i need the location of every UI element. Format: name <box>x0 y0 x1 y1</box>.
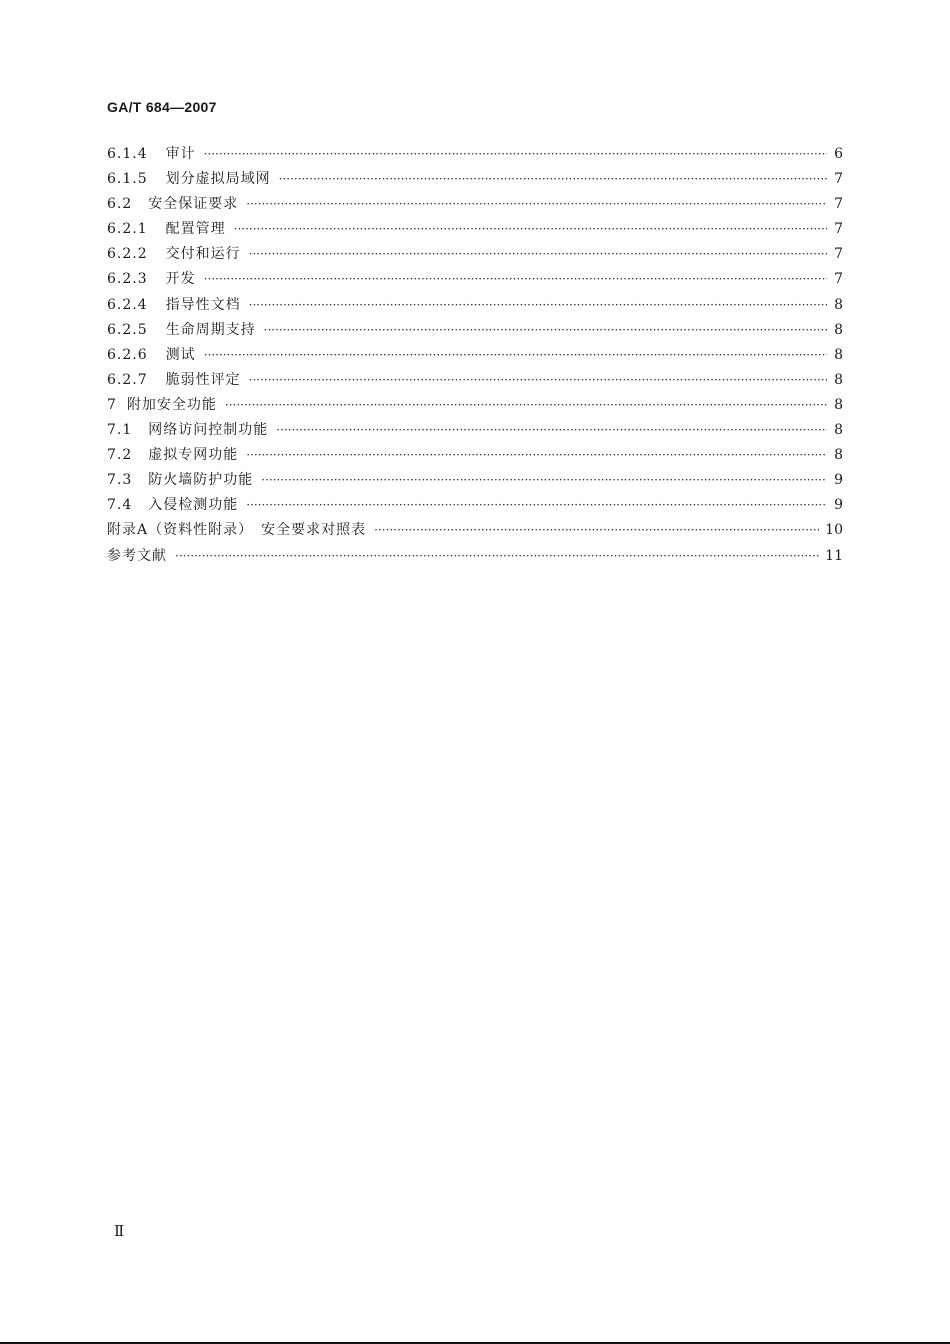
toc-entry-title: 参考文献 <box>107 547 167 564</box>
toc-entry-title: 测试 <box>165 346 196 363</box>
toc-entry-number: 6.2.3 <box>107 271 148 288</box>
toc-entry[interactable] <box>107 193 843 218</box>
toc-entry-page: 8 <box>834 396 843 413</box>
toc-entry[interactable] <box>107 344 843 369</box>
toc-entry-title: 开发 <box>165 271 196 288</box>
toc-entry[interactable] <box>107 268 843 293</box>
toc-entry[interactable] <box>107 168 843 193</box>
toc-entry-title: 安全保证要求 <box>148 196 239 213</box>
toc-entry[interactable] <box>107 319 843 344</box>
toc-entry-page: 7 <box>834 221 843 238</box>
toc-entry-page: 9 <box>834 497 843 514</box>
toc-entry-title: 网络访问控制功能 <box>148 422 269 439</box>
toc-dot-leader <box>175 549 819 563</box>
toc-entry-page: 8 <box>834 346 843 363</box>
toc-entry-title: 入侵检测功能 <box>148 497 239 514</box>
toc-dot-leader <box>246 197 827 211</box>
toc-entry-page: 10 <box>825 522 843 539</box>
toc-entry-title: 审计 <box>165 146 196 162</box>
table-of-contents <box>107 143 843 570</box>
toc-dot-leader <box>234 222 827 236</box>
toc-entry[interactable] <box>107 494 843 519</box>
toc-entry-number: 6.2.1 <box>107 221 148 238</box>
toc-entry[interactable] <box>107 394 843 419</box>
toc-entry[interactable] <box>107 294 843 319</box>
toc-dot-leader <box>204 147 827 161</box>
toc-entry[interactable] <box>107 444 843 469</box>
toc-entry-page: 7 <box>834 171 843 188</box>
toc-dot-leader <box>204 272 827 286</box>
toc-dot-leader <box>374 523 819 537</box>
toc-dot-leader <box>264 323 827 337</box>
toc-entry-title: 附录A（资料性附录） 安全要求对照表 <box>107 522 367 539</box>
toc-entry-title: 脆弱性评定 <box>165 371 241 388</box>
toc-dot-leader <box>249 247 827 261</box>
toc-entry-page: 8 <box>834 371 843 388</box>
toc-entry-number: 6.2.7 <box>107 371 148 388</box>
toc-entry-title: 交付和运行 <box>165 246 241 263</box>
toc-dot-leader <box>246 498 827 512</box>
toc-dot-leader <box>276 423 827 437</box>
toc-entry-number: 6.2.2 <box>107 246 148 263</box>
toc-entry-page: 7 <box>834 196 843 213</box>
toc-entry[interactable] <box>107 369 843 394</box>
toc-dot-leader <box>279 172 827 186</box>
toc-entry-number: 6.1.5 <box>107 171 148 188</box>
toc-entry[interactable] <box>107 469 843 494</box>
document-code-header: GA/T 684—2007 <box>107 99 217 115</box>
toc-entry-page: 8 <box>834 296 843 313</box>
toc-entry[interactable] <box>107 519 843 544</box>
toc-entry-number: 7.2 <box>107 447 133 464</box>
toc-entry-page: 8 <box>834 422 843 439</box>
toc-entry-title: 生命周期支持 <box>165 321 256 338</box>
toc-entry-number: 6.2.6 <box>107 346 148 363</box>
toc-entry-page: 8 <box>834 321 843 338</box>
toc-entry[interactable] <box>107 218 843 243</box>
toc-dot-leader <box>204 348 827 362</box>
toc-entry-number: 6.1.4 <box>107 146 148 162</box>
toc-entry-title: 指导性文档 <box>165 296 241 313</box>
toc-entry-number: 7.3 <box>107 472 133 489</box>
toc-entry[interactable] <box>107 243 843 268</box>
toc-entry-page: 11 <box>825 547 843 564</box>
toc-entry-page: 9 <box>834 472 843 489</box>
toc-dot-leader <box>249 373 827 387</box>
toc-entry-page: 7 <box>834 246 843 263</box>
toc-entry-title: 虚拟专网功能 <box>148 447 239 464</box>
toc-dot-leader <box>261 473 827 487</box>
toc-dot-leader <box>225 398 827 412</box>
toc-dot-leader <box>246 448 827 462</box>
toc-entry-number: 6.2 <box>107 196 133 213</box>
toc-entry-number: 7 <box>107 396 117 413</box>
page-number: Ⅱ <box>114 1224 125 1240</box>
toc-entry-page: 7 <box>834 271 843 288</box>
toc-entry-title: 附加安全功能 <box>126 396 217 413</box>
toc-entry-title: 防火墙防护功能 <box>148 472 254 489</box>
toc-entry-number: 7.1 <box>107 422 133 439</box>
toc-entry-number: 6.2.5 <box>107 321 148 338</box>
toc-entry[interactable] <box>107 143 843 168</box>
toc-entry[interactable] <box>107 419 843 444</box>
toc-entry-page: 6 <box>834 146 843 162</box>
toc-entry-title: 划分虚拟局域网 <box>165 171 271 188</box>
toc-entry-title: 配置管理 <box>165 221 226 238</box>
toc-entry-number: 7.4 <box>107 497 133 514</box>
toc-dot-leader <box>249 298 827 312</box>
toc-entry[interactable] <box>107 545 843 570</box>
toc-entry-number: 6.2.4 <box>107 296 148 313</box>
toc-entry-page: 8 <box>834 447 843 464</box>
